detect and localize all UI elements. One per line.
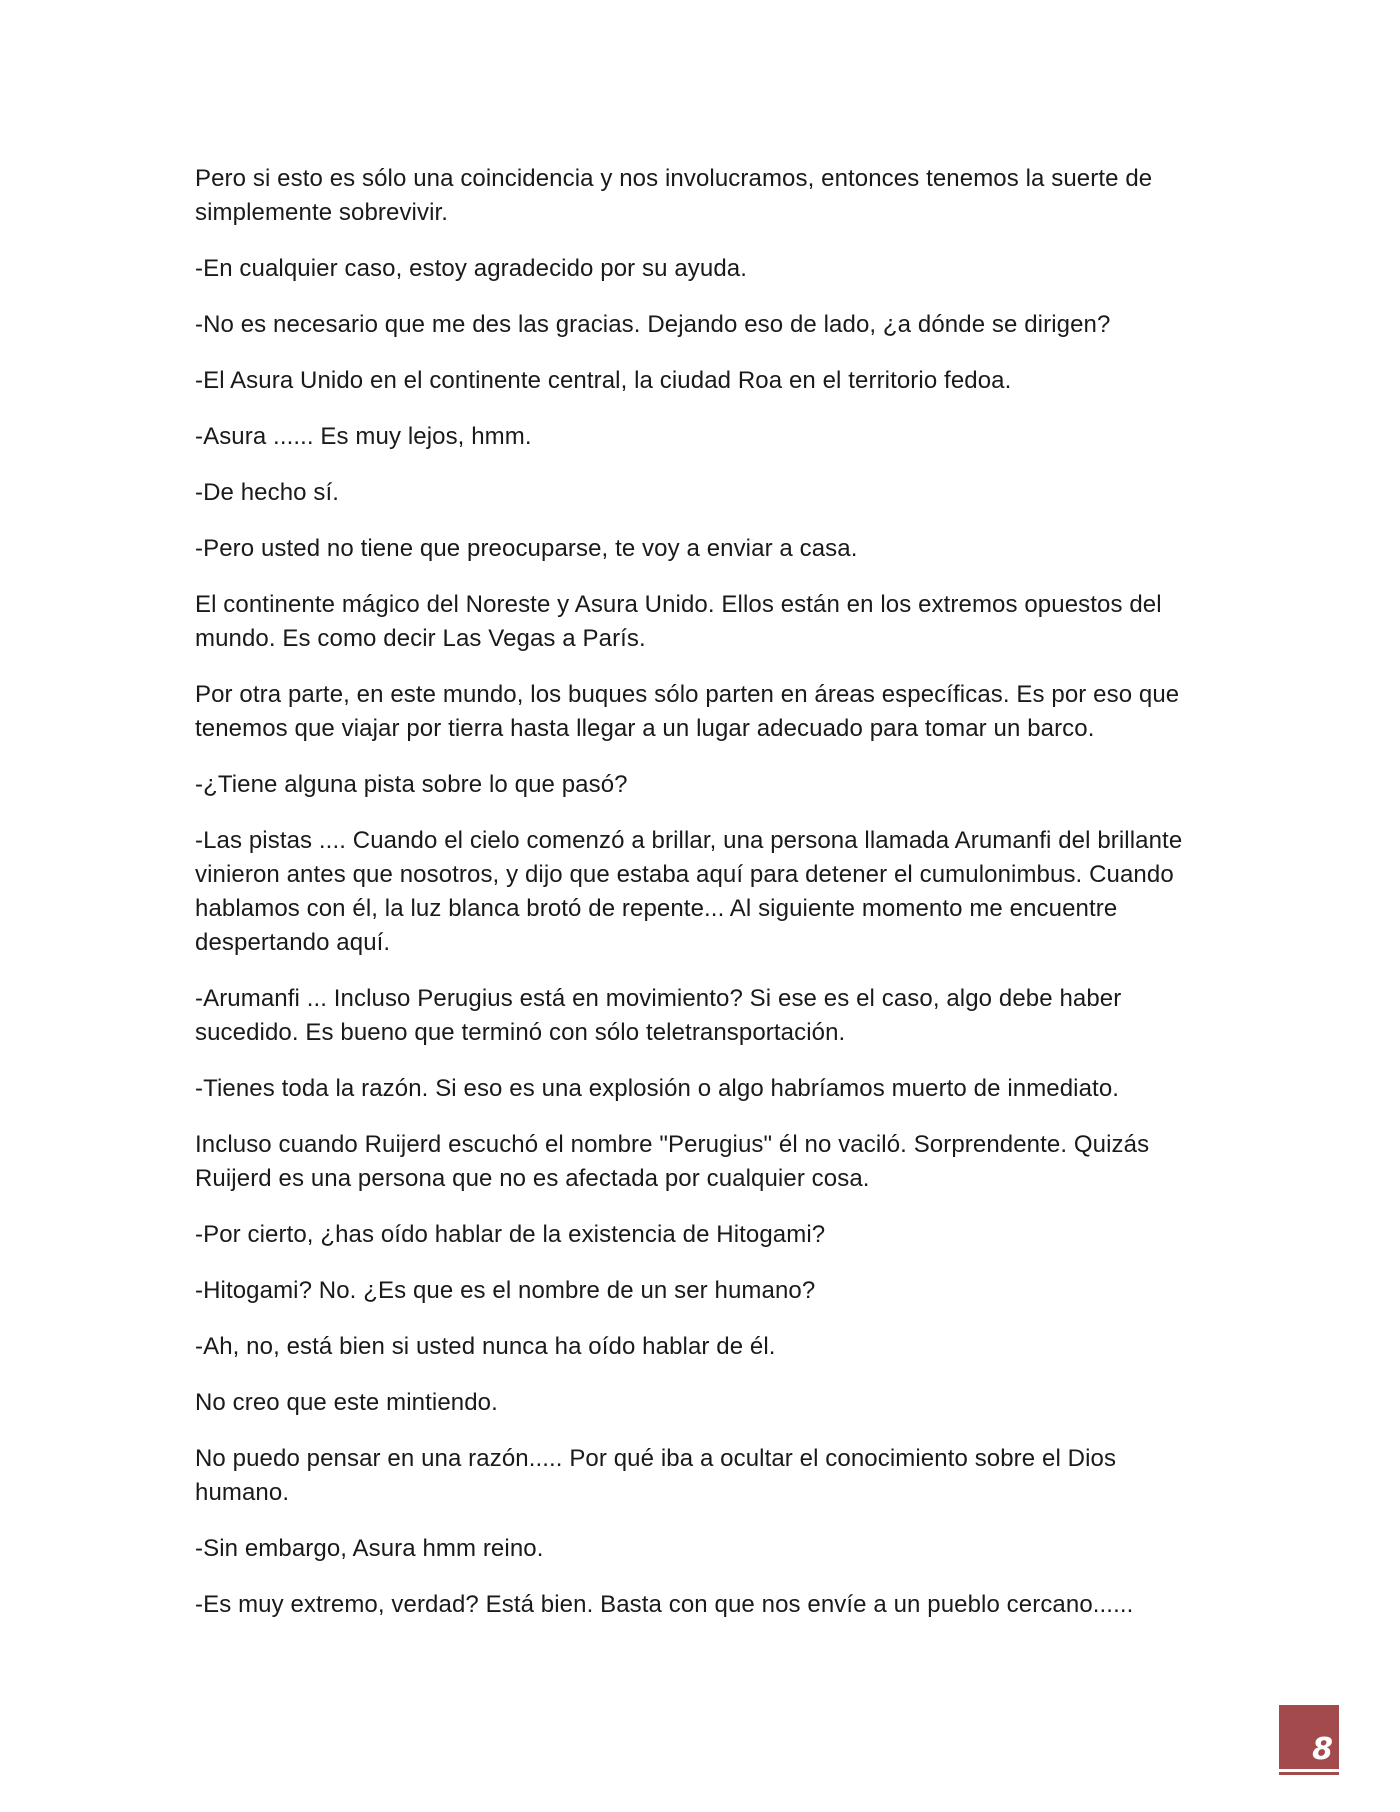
page-body — [195, 162, 1215, 1644]
paragraph: Pero si esto es sólo una coincidencia y nos involucramos, entonces tenemos la suerte de simplemente sobrevivir. — [195, 165, 1153, 226]
paragraph: El continente mágico del Noreste y Asura Unido. Ellos están en los extremos opuestos del mundo. Es como decir Las Vegas a París. — [195, 591, 1162, 652]
paragraph: -¿Tiene alguna pista sobre lo que pasó? — [195, 771, 628, 798]
paragraph: -Pero usted no tiene que preocuparse, te voy a enviar a casa. — [195, 535, 858, 562]
paragraph: -Por cierto, ¿has oído hablar de la existencia de Hitogami? — [195, 1221, 826, 1248]
page-number-badge — [1279, 1705, 1339, 1769]
paragraph: No creo que este mintiendo. — [195, 1389, 498, 1416]
paragraph: -Asura ...... Es muy lejos, hmm. — [195, 423, 532, 450]
paragraph: -El Asura Unido en el continente central, la ciudad Roa en el territorio fedoa. — [195, 367, 1012, 394]
paragraph: -Arumanfi ... Incluso Perugius está en movimiento? Si ese es el caso, algo debe haber sucedido. Es bueno que terminó con sólo teletransportación. — [195, 985, 1122, 1046]
paragraph: Incluso cuando Ruijerd escuchó el nombre "Perugius" él no vaciló. Sorprendente. Quizás Ruijerd es una persona que no es afectada por cualquier cosa. — [195, 1131, 1150, 1192]
paragraph: No puedo pensar en una razón..... Por qué iba a ocultar el conocimiento sobre el Dios humano. — [195, 1445, 1117, 1506]
paragraph: -Es muy extremo, verdad? Está bien. Basta con que nos envíe a un pueblo cercano...... — [195, 1591, 1134, 1618]
paragraph: -Ah, no, está bien si usted nunca ha oído hablar de él. — [195, 1333, 776, 1360]
paragraph: -Sin embargo, Asura hmm reino. — [195, 1535, 544, 1562]
paragraph: -Hitogami? No. ¿Es que es el nombre de un ser humano? — [195, 1277, 816, 1304]
paragraph: -Las pistas .... Cuando el cielo comenzó a brillar, una persona llamada Arumanfi del brillante vinieron antes que nosotros, y dijo que estaba aquí para detener el cumulonimbus. Cuando hablamos con él, la luz blanca brotó de repente... Al siguiente momento me encuentre despertando aquí. — [195, 827, 1183, 956]
paragraph: -No es necesario que me des las gracias. Dejando eso de lado, ¿a dónde se dirigen? — [195, 311, 1111, 338]
page-number: 8 — [1312, 1732, 1333, 1767]
paragraph: -Tienes toda la razón. Si eso es una explosión o algo habríamos muerto de inmediato. — [195, 1075, 1120, 1102]
paragraph: Por otra parte, en este mundo, los buques sólo parten en áreas específicas. Es por eso que tenemos que viajar por tierra hasta llegar a un lugar adecuado para tomar un barco. — [195, 681, 1180, 742]
paragraph: -En cualquier caso, estoy agradecido por su ayuda. — [195, 255, 747, 282]
page-number-underline — [1279, 1772, 1339, 1775]
paragraph: -De hecho sí. — [195, 479, 340, 506]
